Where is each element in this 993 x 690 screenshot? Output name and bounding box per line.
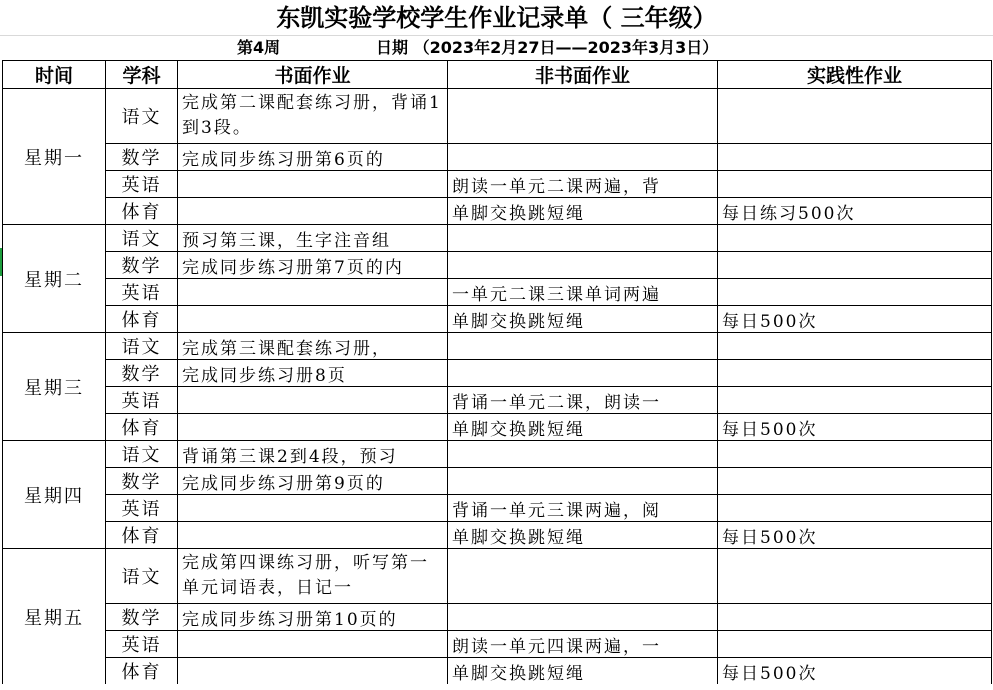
nonwritten-cell[interactable]: 单脚交换跳短绳	[448, 198, 718, 225]
written-cell[interactable]: 完成第二课配套练习册，背诵1到3段。	[178, 89, 448, 144]
practice-cell[interactable]	[718, 279, 992, 306]
written-cell[interactable]	[178, 658, 448, 685]
written-cell[interactable]	[178, 198, 448, 225]
nonwritten-cell[interactable]	[448, 333, 718, 360]
written-cell[interactable]: 完成同步练习册第6页的	[178, 144, 448, 171]
table-row	[3, 387, 992, 414]
practice-cell[interactable]: 每日500次	[718, 306, 992, 333]
date-range: 日期 （2023年2月27日——2023年3月3日）	[376, 38, 719, 57]
nonwritten-cell[interactable]	[448, 252, 718, 279]
subject-cell[interactable]: 英语	[106, 171, 178, 198]
table-row	[3, 279, 992, 306]
subject-cell[interactable]: 语文	[106, 225, 178, 252]
written-cell[interactable]: 完成第三课配套练习册，	[178, 333, 448, 360]
header-written: 书面作业	[178, 61, 448, 89]
written-cell[interactable]	[178, 522, 448, 549]
written-cell[interactable]: 完成同步练习册第7页的内	[178, 252, 448, 279]
nonwritten-cell[interactable]	[448, 144, 718, 171]
nonwritten-cell[interactable]: 朗读一单元二课两遍，背	[448, 171, 718, 198]
table-row	[3, 549, 992, 604]
practice-cell[interactable]: 每日500次	[718, 522, 992, 549]
written-cell[interactable]: 预习第三课，生字注音组	[178, 225, 448, 252]
practice-cell[interactable]	[718, 549, 992, 604]
day-cell[interactable]: 星期三	[3, 333, 106, 441]
table-row	[3, 171, 992, 198]
written-cell[interactable]	[178, 306, 448, 333]
subject-cell[interactable]: 语文	[106, 89, 178, 144]
homework-body	[3, 89, 992, 685]
header-row	[3, 61, 992, 89]
header-nonwritten: 非书面作业	[448, 61, 718, 89]
subject-cell[interactable]: 体育	[106, 658, 178, 685]
subject-cell[interactable]: 语文	[106, 441, 178, 468]
practice-cell[interactable]	[718, 495, 992, 522]
table-row	[3, 306, 992, 333]
practice-cell[interactable]	[718, 360, 992, 387]
sheet-bottom	[0, 684, 993, 690]
day-cell[interactable]: 星期二	[3, 225, 106, 333]
nonwritten-cell[interactable]: 单脚交换跳短绳	[448, 522, 718, 549]
practice-cell[interactable]	[718, 252, 992, 279]
nonwritten-cell[interactable]: 背诵一单元三课两遍，阅	[448, 495, 718, 522]
table-row	[3, 522, 992, 549]
practice-cell[interactable]	[718, 171, 992, 198]
nonwritten-cell[interactable]	[448, 360, 718, 387]
table-row	[3, 658, 992, 685]
nonwritten-cell[interactable]	[448, 604, 718, 631]
day-cell[interactable]: 星期一	[3, 89, 106, 225]
practice-cell[interactable]	[718, 441, 992, 468]
nonwritten-cell[interactable]: 朗读一单元四课两遍，一	[448, 631, 718, 658]
practice-cell[interactable]: 每日500次	[718, 658, 992, 685]
practice-cell[interactable]	[718, 604, 992, 631]
table-row	[3, 89, 992, 144]
sheet-subtitle	[0, 36, 993, 60]
practice-cell[interactable]	[718, 144, 992, 171]
homework-table	[2, 60, 992, 685]
header-time: 时间	[3, 61, 106, 89]
nonwritten-cell[interactable]	[448, 468, 718, 495]
practice-cell[interactable]	[718, 225, 992, 252]
written-cell[interactable]	[178, 631, 448, 658]
written-cell[interactable]	[178, 171, 448, 198]
practice-cell[interactable]: 每日500次	[718, 414, 992, 441]
practice-cell[interactable]	[718, 631, 992, 658]
subject-cell[interactable]: 语文	[106, 549, 178, 604]
practice-cell[interactable]	[718, 89, 992, 144]
nonwritten-cell[interactable]	[448, 225, 718, 252]
table-row	[3, 360, 992, 387]
day-cell[interactable]: 星期四	[3, 441, 106, 549]
subject-cell[interactable]: 英语	[106, 495, 178, 522]
practice-cell[interactable]	[718, 468, 992, 495]
subject-cell[interactable]: 英语	[106, 279, 178, 306]
nonwritten-cell[interactable]: 单脚交换跳短绳	[448, 306, 718, 333]
subject-cell[interactable]: 体育	[106, 414, 178, 441]
nonwritten-cell[interactable]	[448, 89, 718, 144]
written-cell[interactable]: 完成第四课练习册，听写第一单元词语表，日记一	[178, 549, 448, 604]
week-label: 第4周	[237, 38, 281, 57]
written-cell[interactable]: 完成同步练习册8页	[178, 360, 448, 387]
table-row	[3, 225, 992, 252]
subject-cell[interactable]: 体育	[106, 522, 178, 549]
nonwritten-cell[interactable]: 一单元二课三课单词两遍	[448, 279, 718, 306]
nonwritten-cell[interactable]	[448, 549, 718, 604]
table-row	[3, 631, 992, 658]
nonwritten-cell[interactable]: 单脚交换跳短绳	[448, 658, 718, 685]
subject-cell[interactable]: 数学	[106, 360, 178, 387]
table-row	[3, 252, 992, 279]
subject-cell[interactable]: 英语	[106, 387, 178, 414]
day-cell[interactable]: 星期五	[3, 549, 106, 685]
subject-cell[interactable]: 数学	[106, 252, 178, 279]
table-row	[3, 144, 992, 171]
subject-cell[interactable]: 数学	[106, 144, 178, 171]
table-row	[3, 414, 992, 441]
practice-cell[interactable]: 每日练习500次	[718, 198, 992, 225]
written-cell[interactable]: 完成同步练习册第10页的	[178, 604, 448, 631]
practice-cell[interactable]	[718, 333, 992, 360]
nonwritten-cell[interactable]: 单脚交换跳短绳	[448, 414, 718, 441]
nonwritten-cell[interactable]	[448, 441, 718, 468]
table-row	[3, 441, 992, 468]
subject-cell[interactable]: 英语	[106, 631, 178, 658]
subject-cell[interactable]: 数学	[106, 604, 178, 631]
written-cell[interactable]	[178, 414, 448, 441]
written-cell[interactable]	[178, 387, 448, 414]
subject-cell[interactable]: 体育	[106, 306, 178, 333]
written-cell[interactable]	[178, 279, 448, 306]
header-subject: 学科	[106, 61, 178, 89]
subject-cell[interactable]: 数学	[106, 468, 178, 495]
written-cell[interactable]: 完成同步练习册第9页的	[178, 468, 448, 495]
table-row	[3, 333, 992, 360]
subject-cell[interactable]: 体育	[106, 198, 178, 225]
practice-cell[interactable]	[718, 387, 992, 414]
written-cell[interactable]: 背诵第三课2到4段，预习	[178, 441, 448, 468]
table-row	[3, 198, 992, 225]
nonwritten-cell[interactable]: 背诵一单元二课，朗读一	[448, 387, 718, 414]
table-row	[3, 468, 992, 495]
header-practice: 实践性作业	[718, 61, 992, 89]
written-cell[interactable]	[178, 495, 448, 522]
table-row	[3, 604, 992, 631]
sheet-title: 东凯实验学校学生作业记录单（ 三年级）	[276, 4, 717, 32]
subject-cell[interactable]: 语文	[106, 333, 178, 360]
table-row	[3, 495, 992, 522]
